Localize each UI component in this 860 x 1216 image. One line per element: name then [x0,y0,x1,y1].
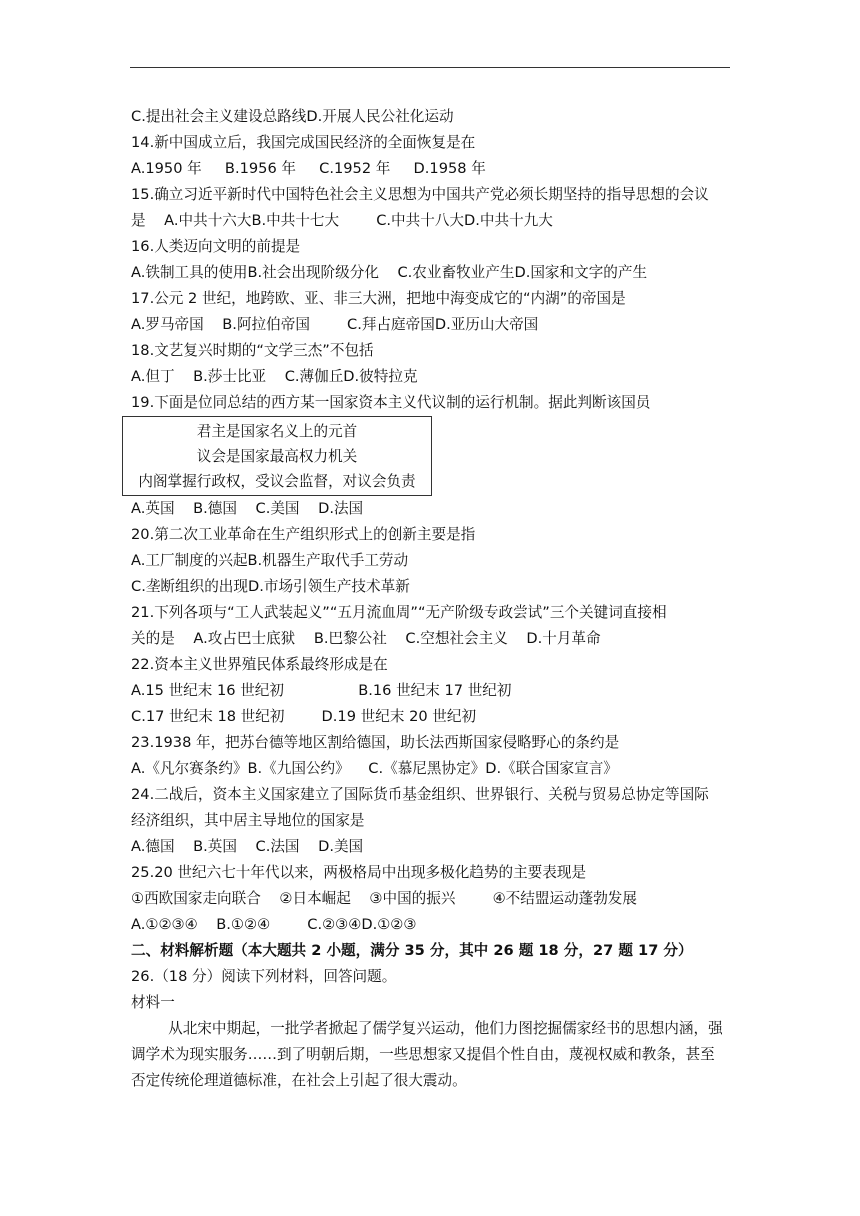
options-17: A.罗马帝国 B.阿拉伯帝国 C.拜占庭帝国D.亚历山大帝国 [131,316,539,333]
options-24: A.德国 B.英国 C.法国 D.美国 [131,838,364,855]
question-21: 21.下列各项与“工人武装起义”“五月流血周”“无产阶级专政尝试”三个关键词直接相 [131,604,667,621]
options-14: A.1950 年 B.1956 年 C.1952 年 D.1958 年 [131,160,486,177]
box-line: 内阁掌握行政权，受议会监督，对议会负责 [138,473,416,490]
box-line: 君主是国家名义上的元首 [196,423,358,440]
question-20: 20.第二次工业革命在生产组织形式上的创新主要是指 [131,526,476,543]
options-20-ab: A.工厂制度的兴起B.机器生产取代手工劳动 [131,552,409,569]
question-18: 18.文艺复兴时期的“文学三杰”不包括 [131,342,374,359]
header-rule [130,67,730,68]
material-label: 材料一 [131,994,175,1011]
options-19: A.英国 B.德国 C.美国 D.法国 [131,500,364,517]
question-24-cont: 经济组织，其中居主导地位的国家是 [131,812,365,829]
question-24: 24.二战后，资本主义国家建立了国际货币基金组织、世界银行、关税与贸易总协定等国际 [131,786,709,803]
options-22-ab: A.15 世纪末 16 世纪初 B.16 世纪末 17 世纪初 [131,682,512,699]
question-15: 15.确立习近平新时代中国特色社会主义思想为中国共产党必须长期坚持的指导思想的会议 [131,186,709,203]
question-25: 25.20 世纪六七十年代以来，两极格局中出现多极化趋势的主要表现是 [131,864,587,881]
options-21: 关的是 A.攻占巴士底狱 B.巴黎公社 C.空想社会主义 D.十月革命 [131,630,601,647]
question-14: 14.新中国成立后，我国完成国民经济的全面恢复是在 [131,134,476,151]
question-16: 16.人类迈向文明的前提是 [131,238,301,255]
material-paragraph: 调学术为现实服务……到了明朝后期，一些思想家又提倡个性自由，蔑视权威和教条，甚至 [131,1046,715,1063]
question-22: 22.资本主义世界殖民体系最终形成是在 [131,656,388,673]
options-20-cd: C.垄断组织的出现D.市场引领生产技术革新 [131,578,410,595]
options-22-cd: C.17 世纪末 18 世纪初 D.19 世纪末 20 世纪初 [131,708,477,725]
options-23: A.《凡尔赛条约》B.《九国公约》 C.《慕尼黑协定》D.《联合国家宣言》 [131,760,618,777]
box-line: 议会是国家最高权力机关 [196,448,358,465]
options-16: A.铁制工具的使用B.社会出现阶级分化 C.农业畜牧业产生D.国家和文字的产生 [131,264,648,281]
material-paragraph: 从北宋中期起，一批学者掀起了儒学复兴运动，他们力图挖掘儒家经书的思想内涵，强 [131,1020,723,1037]
question-17: 17.公元 2 世纪，地跨欧、亚、非三大洲，把地中海变成它的“内湖”的帝国是 [131,290,626,307]
material-paragraph: 否定传统伦理道德标准，在社会上引起了很大震动。 [131,1072,467,1089]
options-18: A.但丁 B.莎士比亚 C.薄伽丘D.彼特拉克 [131,368,418,385]
mechanism-box [122,416,432,496]
section-heading: 二、材料解析题（本大题共 2 小题，满分 35 分，其中 26 题 18 分，27 题 17 分） [131,942,693,959]
question-23: 23.1938 年，把苏台德等地区割给德国，助长法西斯国家侵略野心的条约是 [131,734,620,751]
text-line: C.提出社会主义建设总路线D.开展人民公社化运动 [131,108,454,125]
question-19: 19.下面是位同总结的西方某一国家资本主义代议制的运行机制。据此判断该国员 [131,394,651,411]
items-25: ①西欧国家走向联合 ②日本崛起 ③中国的振兴 ④不结盟运动蓬勃发展 [131,890,637,907]
question-26-intro: 26.（18 分）阅读下列材料，回答问题。 [131,968,397,985]
options-25: A.①②③④ B.①②④ C.②③④D.①②③ [131,916,417,933]
options-15: 是 A.中共十六大B.中共十七大 C.中共十八大D.中共十九大 [131,212,553,229]
